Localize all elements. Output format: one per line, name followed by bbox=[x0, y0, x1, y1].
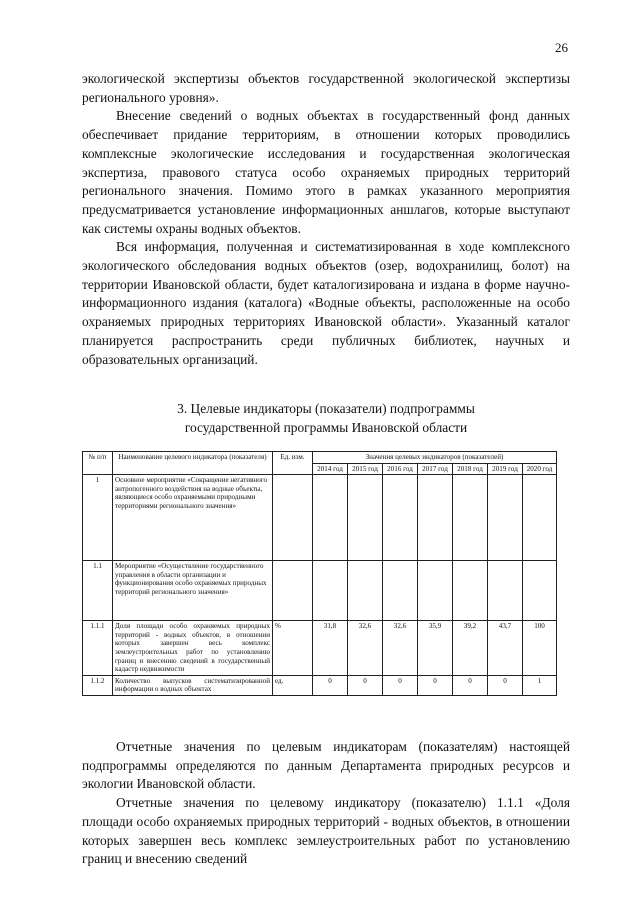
header-year: 2020 год bbox=[523, 463, 557, 475]
cell-num: 1 bbox=[83, 475, 113, 561]
cell-value: 0 bbox=[453, 675, 488, 695]
table-header-row bbox=[83, 452, 557, 464]
cell-value: 0 bbox=[418, 675, 453, 695]
cell-value: 43,7 bbox=[488, 621, 523, 676]
page-number: 26 bbox=[555, 40, 568, 55]
section-title-line-1: 3. Целевые индикаторы (показатели) подпрограммы bbox=[177, 401, 475, 416]
cell-value: 0 bbox=[313, 675, 348, 695]
header-year: 2014 год bbox=[313, 463, 348, 475]
cell-value: 1 bbox=[523, 675, 557, 695]
header-num: № п/п bbox=[83, 452, 113, 475]
cell-value bbox=[488, 561, 523, 621]
cell-value: 35,9 bbox=[418, 621, 453, 676]
cell-value bbox=[488, 475, 523, 561]
cell-value: 0 bbox=[348, 675, 383, 695]
cell-value bbox=[383, 475, 418, 561]
cell-value bbox=[453, 475, 488, 561]
table-row bbox=[83, 475, 557, 561]
paragraph-4: Отчетные значения по целевым индикаторам (показателям) настоящей подпрограммы определяются по данным Департамента природных ресурсов и экологии Ивановской области. bbox=[82, 739, 570, 792]
section-title bbox=[82, 400, 570, 437]
cell-num: 1.1 bbox=[83, 561, 113, 621]
cell-value: 0 bbox=[383, 675, 418, 695]
cell-value bbox=[313, 475, 348, 561]
paragraph-2: Внесение сведений о водных объектах в государственный фонд данных обеспечивает придание территориям, в отношении которых проводились комплексные экологические исследования и государственная экологическая экспертиза, правового статуса особо охраняемых природных территорий регионального значения. Помимо этого в рамках указанного мероприятия предусматривается установление информационных аншлагов, которые выступают как системы охраны водных объектов. bbox=[82, 108, 570, 236]
table-row bbox=[83, 675, 557, 695]
paragraph-1: экологической экспертизы объектов государственной экологической экспертизы регионального уровня». bbox=[82, 71, 570, 105]
cell-num: 1.1.2 bbox=[83, 675, 113, 695]
table-row bbox=[83, 621, 557, 676]
top-text-block bbox=[82, 70, 570, 369]
cell-unit: ед. bbox=[273, 675, 313, 695]
cell-name: Мероприятие «Осуществление государственного управления в области организации и функционирования особо охраняемых природных территорий регионального значения» bbox=[113, 561, 273, 621]
cell-value bbox=[523, 561, 557, 621]
cell-value bbox=[418, 475, 453, 561]
cell-value: 32,6 bbox=[383, 621, 418, 676]
cell-value bbox=[453, 561, 488, 621]
cell-unit bbox=[273, 475, 313, 561]
section-title-line-2: государственной программы Ивановской области bbox=[184, 419, 468, 435]
header-year: 2015 год bbox=[348, 463, 383, 475]
paragraph-3: Вся информация, полученная и систематизированная в ходе комплексного экологического обследования водных объектов (озер, водохранилищ, болот) на территории Ивановской области, будет каталогизирована и издана в форме научно-информационного издания (каталога) «Водные объекты, расположенные на особо охраняемых природных территориях Ивановской области». Указанный каталог планируется распространить среди публичных библиотек, научных и образовательных организаций. bbox=[82, 239, 570, 367]
header-year: 2017 год bbox=[418, 463, 453, 475]
cell-value: 31,8 bbox=[313, 621, 348, 676]
header-name: Наименование целевого индикатора (показателя) bbox=[113, 452, 273, 475]
table-row bbox=[83, 561, 557, 621]
cell-num: 1.1.1 bbox=[83, 621, 113, 676]
header-values-group: Значения целевых индикаторов (показателей) bbox=[313, 452, 557, 464]
header-year: 2016 год bbox=[383, 463, 418, 475]
cell-name: Основное мероприятие «Сокращение негативного антропогенного воздействия на водные объекты, являющиеся особо охраняемыми природными территориями регионального значения» bbox=[113, 475, 273, 561]
cell-value: 32,6 bbox=[348, 621, 383, 676]
indicators-table bbox=[82, 451, 557, 696]
cell-value bbox=[348, 475, 383, 561]
cell-value bbox=[348, 561, 383, 621]
cell-unit bbox=[273, 561, 313, 621]
header-year: 2018 год bbox=[453, 463, 488, 475]
paragraph-5: Отчетные значения по целевому индикатору (показателю) 1.1.1 «Доля площади особо охраняемых природных территорий - водных объектов, в отношении которых завершен весь комплекс землеустроительных работ по установлению границ и внесению сведений bbox=[82, 795, 570, 867]
cell-unit: % bbox=[273, 621, 313, 676]
cell-name: Доля площади особо охраняемых природных территорий - водных объектов, в отношении которых завершен весь комплекс землеустроительных работ по установлению границ и внесению сведений в государственный кадастр недвижимости bbox=[113, 621, 273, 676]
cell-value bbox=[418, 561, 453, 621]
cell-value bbox=[383, 561, 418, 621]
cell-value: 0 bbox=[488, 675, 523, 695]
bottom-text-block bbox=[82, 738, 570, 869]
header-unit: Ед. изм. bbox=[273, 452, 313, 475]
cell-value bbox=[523, 475, 557, 561]
cell-value: 39,2 bbox=[453, 621, 488, 676]
cell-name: Количество выпусков систематизированной информации о водных объектах bbox=[113, 675, 273, 695]
cell-value: 100 bbox=[523, 621, 557, 676]
cell-value bbox=[313, 561, 348, 621]
header-year: 2019 год bbox=[488, 463, 523, 475]
